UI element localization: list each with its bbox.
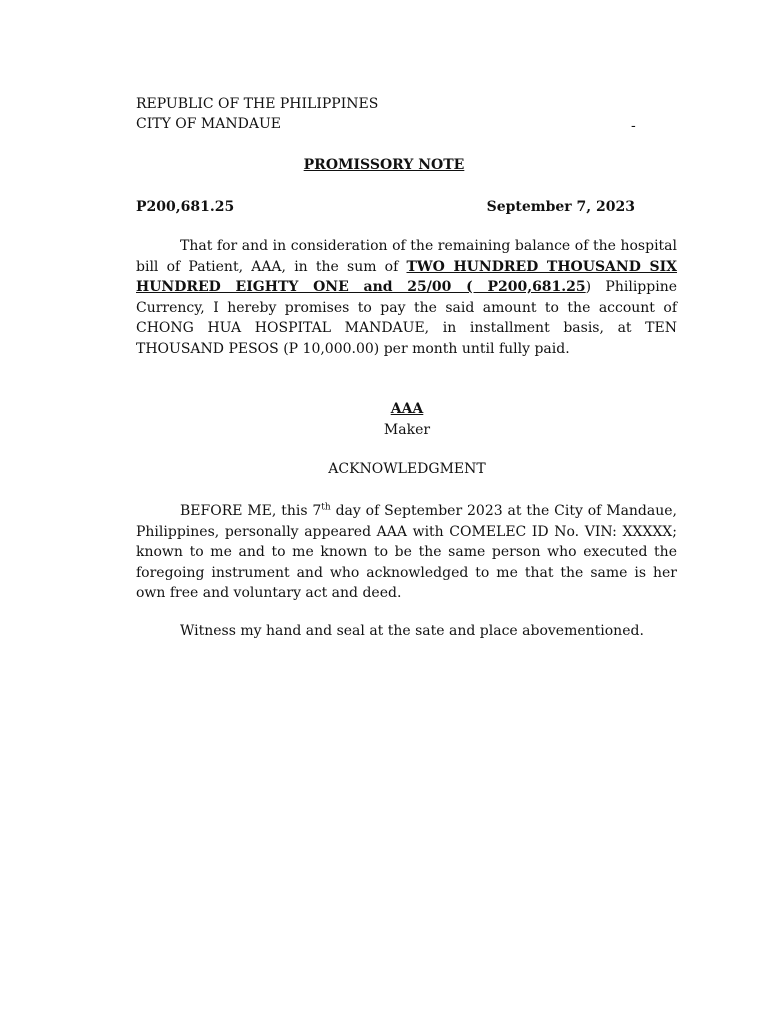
maker-name: AAA bbox=[390, 401, 424, 417]
acknowledgment-text-start: BEFORE ME, this 7 bbox=[180, 503, 322, 519]
witness-paragraph: Witness my hand and seal at the sate and place abovementioned. bbox=[180, 623, 644, 639]
promise-paragraph bbox=[136, 236, 677, 359]
header-city: CITY OF MANDAUE bbox=[136, 116, 281, 132]
acknowledgment-paragraph bbox=[136, 501, 677, 604]
header-mark: - bbox=[631, 118, 636, 134]
promise-text-end: ) Philippine Currency, I hereby promises to pay the said amount to the account of CHONG HUA HOSPITAL MANDAUE, in installment basis, at TEN THOUSAND PESOS (P 10,000.00) per month until fully paid. bbox=[136, 279, 677, 357]
document-title: PROMISSORY NOTE bbox=[303, 157, 465, 173]
promise-text-start: That for and in consideration of the remaining balance of the hospital bill of Patient, AAA, in the sum of bbox=[136, 238, 677, 275]
acknowledgment-text-end: day of September 2023 at the City of Mandaue, Philippines, personally appeared AAA with COMELEC ID No. VIN: XXXXX; known to me and to me known to be the same person who executed the foregoing instrument and who acknowledged to me that the same is her own free and voluntary act and deed. bbox=[136, 503, 677, 601]
header-republic: REPUBLIC OF THE PHILIPPINES bbox=[136, 96, 379, 112]
acknowledgment-title: ACKNOWLEDGMENT bbox=[328, 461, 486, 477]
maker-role: Maker bbox=[383, 422, 431, 438]
note-date: September 7, 2023 bbox=[486, 199, 635, 215]
acknowledgment-day-suffix: th bbox=[321, 502, 331, 513]
promise-amount-words: TWO HUNDRED THOUSAND SIX HUNDRED EIGHTY ONE and 25/00 ( P200,681.25 bbox=[136, 258, 678, 295]
note-amount: P200,681.25 bbox=[136, 199, 235, 215]
